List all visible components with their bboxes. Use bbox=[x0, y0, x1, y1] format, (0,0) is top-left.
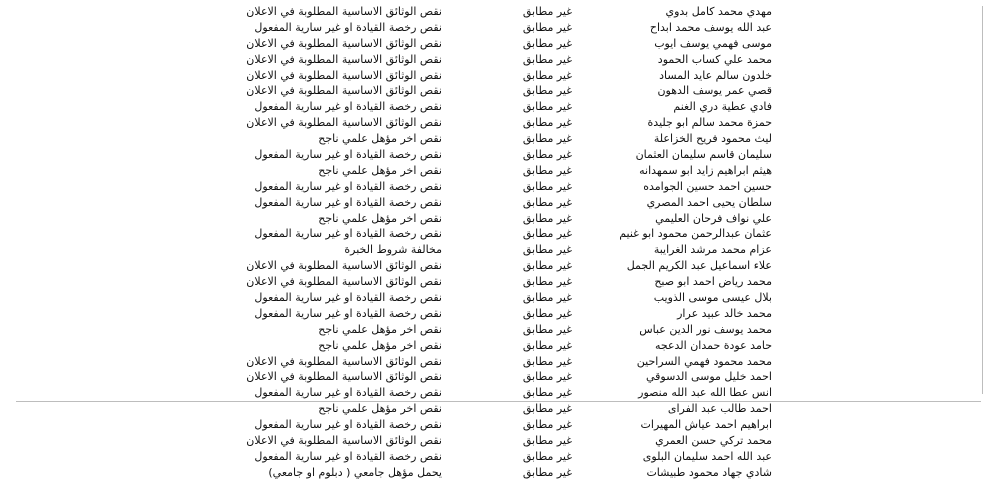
rejection-reason: نقص الوثائق الاساسية المطلوبة في الاعلان bbox=[246, 52, 442, 66]
table-row bbox=[0, 83, 990, 99]
applicants-table bbox=[0, 4, 990, 481]
applicant-name: انس عطا الله عبد الله منصور bbox=[638, 386, 772, 400]
rejection-reason: نقص الوثائق الاساسية المطلوبة في الاعلان bbox=[246, 434, 442, 448]
applicant-name: حمزة محمد سالم ابو جليدة bbox=[647, 116, 772, 130]
rejection-reason: نقص رخصة القيادة او غير سارية المفعول bbox=[254, 418, 442, 432]
match-status: غير مطابق bbox=[522, 370, 572, 384]
applicant-name: محمد محمود فهمي السراحين bbox=[636, 354, 772, 368]
rejection-reason: نقص رخصة القيادة او غير سارية المفعول bbox=[254, 20, 442, 34]
table-row bbox=[0, 290, 990, 306]
match-status: غير مطابق bbox=[522, 322, 572, 336]
applicant-name: عزام محمد مرشد الغرايبة bbox=[653, 243, 772, 257]
match-status: غير مطابق bbox=[522, 259, 572, 273]
rejection-reason: نقص الوثائق الاساسية المطلوبة في الاعلان bbox=[246, 84, 442, 98]
table-row bbox=[0, 99, 990, 115]
match-status: غير مطابق bbox=[522, 291, 572, 305]
applicant-name: مهدي محمد كامل بدوي bbox=[665, 5, 772, 18]
table-row bbox=[0, 115, 990, 131]
applicant-name: حامد عودة حمدان الدعجه bbox=[654, 338, 772, 352]
rejection-reason: نقص اخر مؤهل علمي ناجح bbox=[318, 132, 442, 146]
table-row bbox=[0, 417, 990, 433]
applicant-name: محمد رياض احمد ابو صبح bbox=[654, 275, 772, 289]
applicant-name: محمد تركي حسن العمري bbox=[655, 434, 772, 448]
table-row bbox=[0, 52, 990, 68]
table-row bbox=[0, 131, 990, 147]
match-status: غير مطابق bbox=[522, 132, 572, 146]
table-row bbox=[0, 68, 990, 84]
match-status: غير مطابق bbox=[522, 148, 572, 162]
rejection-reason: نقص اخر مؤهل علمي ناجح bbox=[318, 338, 442, 352]
rejection-reason: نقص الوثائق الاساسية المطلوبة في الاعلان bbox=[246, 259, 442, 273]
rejection-reason: نقص اخر مؤهل علمي ناجح bbox=[318, 322, 442, 336]
rejection-reason: نقص الوثائق الاساسية المطلوبة في الاعلان bbox=[246, 36, 442, 50]
rejection-reason: يحمل مؤهل جامعي ( دبلوم او جامعي) bbox=[268, 465, 442, 479]
match-status: غير مطابق bbox=[522, 100, 572, 114]
table-row bbox=[0, 401, 990, 417]
table-row bbox=[0, 449, 990, 465]
match-status: غير مطابق bbox=[522, 275, 572, 289]
applicant-name: محمد علي كساب الحمود bbox=[657, 52, 772, 66]
applicant-name: عبد الله احمد سليمان البلوى bbox=[642, 449, 772, 463]
match-status: غير مطابق bbox=[522, 465, 572, 479]
match-status: غير مطابق bbox=[522, 418, 572, 432]
rejection-reason: نقص رخصة القيادة او غير سارية المفعول bbox=[254, 179, 442, 193]
rejection-reason: مخالفة شروط الخبرة bbox=[344, 243, 442, 257]
rejection-reason: نقص رخصة القيادة او غير سارية المفعول bbox=[254, 227, 442, 241]
table-row bbox=[0, 179, 990, 195]
table-row bbox=[0, 147, 990, 163]
applicant-name: علي نواف فرحان العليمي bbox=[655, 211, 772, 225]
applicant-name: ابراهيم احمد عياش المهيرات bbox=[640, 418, 772, 432]
table-row bbox=[0, 211, 990, 227]
table-row bbox=[0, 20, 990, 36]
applicant-name: سلطان يحيى احمد المصري bbox=[646, 195, 772, 209]
applicant-name: قصي عمر يوسف الدهون bbox=[657, 84, 772, 98]
match-status: غير مطابق bbox=[522, 68, 572, 82]
match-status: غير مطابق bbox=[522, 84, 572, 98]
match-status: غير مطابق bbox=[522, 449, 572, 463]
match-status: غير مطابق bbox=[522, 306, 572, 320]
rejection-reason: نقص الوثائق الاساسية المطلوبة في الاعلان bbox=[246, 5, 442, 18]
match-status: غير مطابق bbox=[522, 402, 572, 416]
applicant-name: احمد طالب عبد الفراى bbox=[667, 402, 772, 416]
table-row bbox=[0, 242, 990, 258]
applicant-name: فادي عطية دري الغنم bbox=[673, 100, 772, 114]
table-row bbox=[0, 385, 990, 401]
match-status: غير مطابق bbox=[522, 434, 572, 448]
match-status: غير مطابق bbox=[522, 195, 572, 209]
table-row bbox=[0, 195, 990, 211]
applicant-name: حسين احمد حسين الجوامده bbox=[643, 179, 772, 193]
rejection-reason: نقص اخر مؤهل علمي ناجح bbox=[318, 163, 442, 177]
match-status: غير مطابق bbox=[522, 36, 572, 50]
table-row bbox=[0, 36, 990, 52]
applicant-name: عثمان عبدالرحمن محمود ابو غنيم bbox=[619, 227, 772, 241]
table-row bbox=[0, 322, 990, 338]
applicant-name: شادي جهاد محمود طبيشات bbox=[646, 465, 772, 479]
rejection-reason: نقص رخصة القيادة او غير سارية المفعول bbox=[254, 100, 442, 114]
match-status: غير مطابق bbox=[522, 52, 572, 66]
table-row bbox=[0, 354, 990, 370]
rejection-reason: نقص رخصة القيادة او غير سارية المفعول bbox=[254, 195, 442, 209]
rejection-reason: نقص رخصة القيادة او غير سارية المفعول bbox=[254, 306, 442, 320]
table-row bbox=[0, 433, 990, 449]
match-status: غير مطابق bbox=[522, 243, 572, 257]
match-status: غير مطابق bbox=[522, 354, 572, 368]
applicant-name: محمد خالد عبيد عرار bbox=[677, 306, 772, 320]
rejection-reason: نقص رخصة القيادة او غير سارية المفعول bbox=[254, 291, 442, 305]
table-row bbox=[0, 306, 990, 322]
table-row bbox=[0, 258, 990, 274]
table-row bbox=[0, 465, 990, 481]
applicant-name: بلال عيسى موسى الذويب bbox=[653, 291, 772, 305]
applicant-name: ليث محمود فريح الخزاعلة bbox=[653, 132, 772, 146]
match-status: غير مطابق bbox=[522, 227, 572, 241]
table-row bbox=[0, 338, 990, 354]
rejection-reason: نقص الوثائق الاساسية المطلوبة في الاعلان bbox=[246, 370, 442, 384]
rejection-reason: نقص الوثائق الاساسية المطلوبة في الاعلان bbox=[246, 275, 442, 289]
rejection-reason: نقص اخر مؤهل علمي ناجح bbox=[318, 402, 442, 416]
rejection-reason: نقص رخصة القيادة او غير سارية المفعول bbox=[254, 449, 442, 463]
rejection-reason: نقص الوثائق الاساسية المطلوبة في الاعلان bbox=[246, 354, 442, 368]
match-status: غير مطابق bbox=[522, 211, 572, 225]
applicant-name: محمد يوسف نور الدين عباس bbox=[639, 322, 772, 336]
rejection-reason: نقص اخر مؤهل علمي ناجح bbox=[318, 211, 442, 225]
rejection-reason: نقص الوثائق الاساسية المطلوبة في الاعلان bbox=[246, 68, 442, 82]
match-status: غير مطابق bbox=[522, 116, 572, 130]
table-row bbox=[0, 369, 990, 385]
match-status: غير مطابق bbox=[522, 163, 572, 177]
rejection-reason: نقص رخصة القيادة او غير سارية المفعول bbox=[254, 386, 442, 400]
match-status: غير مطابق bbox=[522, 386, 572, 400]
match-status: غير مطابق bbox=[522, 20, 572, 34]
rejection-reason: نقص رخصة القيادة او غير سارية المفعول bbox=[254, 148, 442, 162]
applicant-name: هيثم ابراهيم زايد ابو سمهدانه bbox=[639, 163, 772, 177]
applicant-name: عبد الله يوسف محمد ابداح bbox=[649, 20, 772, 34]
match-status: غير مطابق bbox=[522, 179, 572, 193]
match-status: غير مطابق bbox=[522, 5, 572, 18]
applicant-name: احمد خليل موسى الدسوقي bbox=[645, 370, 772, 384]
applicant-name: موسى فهمي يوسف ايوب bbox=[654, 36, 772, 50]
applicant-name: خلدون سالم عايد المساد bbox=[659, 68, 772, 82]
table-row bbox=[0, 274, 990, 290]
table-row bbox=[0, 226, 990, 242]
applicant-name: علاء اسماعيل عبد الكريم الجمل bbox=[626, 259, 772, 273]
table-row bbox=[0, 4, 990, 20]
table-row bbox=[0, 163, 990, 179]
rejection-reason: نقص الوثائق الاساسية المطلوبة في الاعلان bbox=[246, 116, 442, 130]
applicant-name: سليمان قاسم سليمان العثمان bbox=[635, 148, 772, 162]
match-status: غير مطابق bbox=[522, 338, 572, 352]
